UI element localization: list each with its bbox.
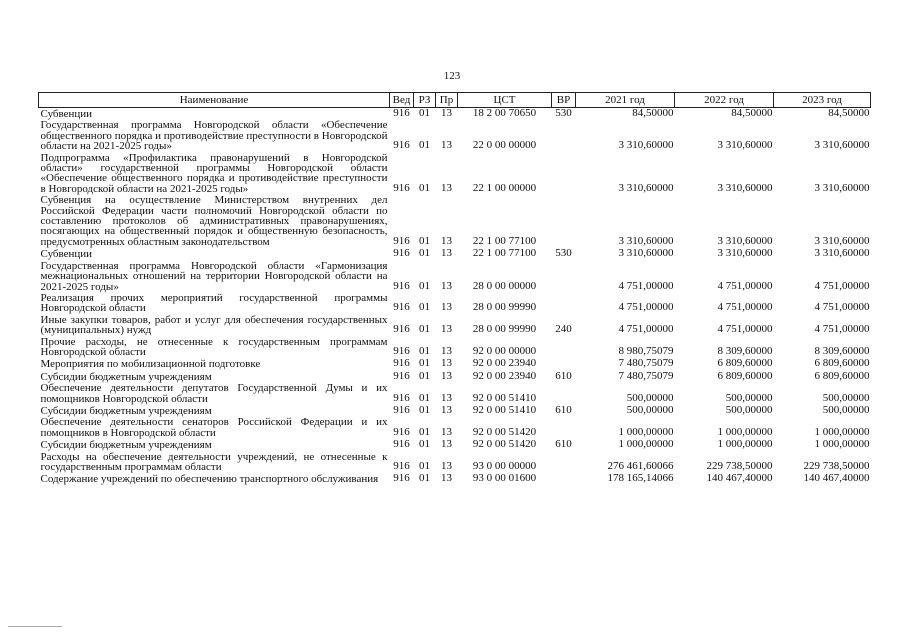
- row-cst: 22 1 00 77100: [472, 234, 537, 247]
- table-row: [39, 261, 871, 293]
- row-2023: 8 309,60000: [814, 344, 870, 357]
- row-vr: [552, 452, 576, 474]
- row-rz: 01: [419, 403, 430, 416]
- table-row: [39, 452, 871, 474]
- row-rz: 01: [419, 279, 430, 292]
- row-name: Субсидии бюджетным учреждениям: [40, 439, 212, 452]
- table-row: [39, 315, 871, 337]
- row-2021: 3 310,60000: [618, 139, 674, 152]
- row-2022: 1 000,00000: [717, 438, 773, 451]
- col-header-pr: Пр: [436, 93, 458, 108]
- page-number: 123: [443, 70, 461, 82]
- row-ved: 916: [393, 403, 410, 416]
- table-row: [39, 195, 871, 248]
- col-header-2021: 2021 год: [576, 93, 675, 108]
- table-row: [39, 417, 871, 439]
- row-vr: [552, 293, 576, 315]
- row-2021: 276 461,60066: [607, 460, 674, 472]
- row-name: Расходы на обеспечение деятельности учреждений, не отнесенные к государственным программам области: [40, 450, 388, 473]
- row-rz: 01: [419, 181, 430, 194]
- row-name: Обеспечение деятельности сенаторов Российской Федерации и их помощников в Новгородской области: [40, 416, 388, 439]
- row-rz: 01: [419, 301, 430, 314]
- row-cst: 92 0 00 00000: [472, 344, 537, 357]
- row-pr: 13: [441, 460, 452, 472]
- row-2022: 3 310,60000: [717, 139, 773, 152]
- row-name: Субвенции: [40, 108, 93, 120]
- row-2023: 1 000,00000: [814, 438, 870, 451]
- row-vr: [552, 195, 576, 248]
- row-pr: 13: [441, 472, 452, 485]
- row-pr: 13: [441, 107, 452, 119]
- row-vr: 610: [555, 369, 572, 382]
- row-pr: 13: [441, 279, 452, 292]
- row-pr: 13: [441, 139, 452, 152]
- row-ved: 916: [393, 425, 410, 438]
- row-name: Субсидии бюджетным учреждениям: [40, 404, 212, 417]
- row-2022: 4 751,00000: [717, 323, 773, 336]
- row-2023: 229 738,50000: [803, 460, 870, 472]
- row-name: Реализация прочих мероприятий государственной программы Новгородской области: [40, 291, 388, 315]
- col-header-rz: РЗ: [414, 93, 436, 108]
- row-name: Прочие расходы, не отнесенные к государственным программам Новгородской области: [40, 335, 388, 358]
- row-name: Мероприятия по мобилизационной подготовке: [40, 358, 261, 371]
- row-2021: 1 000,00000: [618, 425, 674, 438]
- row-2022: 6 809,60000: [717, 357, 773, 370]
- row-pr: 13: [441, 369, 452, 382]
- row-2022: 84,50000: [731, 107, 773, 119]
- row-rz: 01: [419, 425, 430, 438]
- table-row: [39, 473, 871, 485]
- row-pr: 13: [441, 438, 452, 451]
- row-name: Государственная программа Новгородской области «Обеспечение общественного порядка и противодействие преступности в Новгородской области на 2021-2025 годы»: [40, 119, 388, 153]
- row-ved: 916: [393, 391, 410, 404]
- row-2021: 84,50000: [632, 107, 674, 119]
- col-header-name: Наименование: [39, 93, 390, 108]
- row-pr: 13: [441, 234, 452, 247]
- row-2022: 8 309,60000: [717, 344, 773, 357]
- table-body: [39, 108, 871, 486]
- row-pr: 13: [441, 391, 452, 404]
- row-2021: 7 480,75079: [618, 357, 674, 370]
- row-pr: 13: [441, 344, 452, 357]
- row-cst: 28 0 00 00000: [472, 279, 537, 292]
- row-vr: [552, 337, 576, 359]
- row-2021: 3 310,60000: [618, 234, 674, 247]
- row-ved: 916: [393, 234, 410, 247]
- row-vr: [552, 261, 576, 293]
- row-cst: 93 0 00 01600: [472, 472, 537, 485]
- row-cst: 28 0 00 99990: [472, 301, 537, 314]
- row-2021: 7 480,75079: [618, 369, 674, 382]
- row-cst: 22 0 00 00000: [472, 139, 537, 152]
- col-header-2022: 2022 год: [675, 93, 774, 108]
- row-name: Иные закупки товаров, работ и услуг для обеспечения государственных (муниципальных) нужд: [40, 313, 388, 337]
- row-cst: 92 0 00 51410: [472, 403, 537, 416]
- col-header-cst: ЦСТ: [458, 93, 552, 108]
- row-vr: [552, 383, 576, 405]
- row-ved: 916: [393, 139, 410, 152]
- row-vr: [552, 473, 576, 485]
- col-header-vr: ВР: [552, 93, 576, 108]
- row-2022: 3 310,60000: [717, 181, 773, 194]
- row-2023: 3 310,60000: [814, 181, 870, 194]
- row-ved: 916: [393, 357, 410, 370]
- col-header-ved: Вед: [390, 93, 414, 108]
- row-name: Субсидии бюджетным учреждениям: [40, 370, 212, 383]
- row-2021: 4 751,00000: [618, 279, 674, 292]
- table-row: [39, 248, 871, 260]
- row-ved: 916: [393, 181, 410, 194]
- row-vr: 530: [555, 107, 572, 119]
- row-name: Субвенция на осуществление Министерством внутренних дел Российской Федерации части полномочий Новгородской области по составлению протоколов об административных правонарушениях, посягающих на общественный порядок и общественную безопасность, предусмотренных областным законодательством: [40, 194, 388, 248]
- row-cst: 22 1 00 77100: [472, 247, 537, 260]
- col-header-2023: 2023 год: [774, 93, 871, 108]
- row-rz: 01: [419, 344, 430, 357]
- row-ved: 916: [393, 472, 410, 485]
- row-2022: 6 809,60000: [717, 369, 773, 382]
- row-ved: 916: [393, 438, 410, 451]
- row-name: Субвенции: [40, 248, 93, 261]
- row-2023: 84,50000: [828, 107, 870, 119]
- row-2021: 1 000,00000: [618, 438, 674, 451]
- row-cst: 92 0 00 51420: [472, 438, 537, 451]
- row-ved: 916: [393, 301, 410, 314]
- row-rz: 01: [419, 460, 430, 472]
- row-2021: 500,00000: [626, 391, 674, 404]
- row-2021: 500,00000: [626, 403, 674, 416]
- row-cst: 92 0 00 51420: [472, 425, 537, 438]
- page-edge-line: [8, 626, 62, 627]
- table-row: [39, 383, 871, 405]
- row-cst: 18 2 00 70650: [472, 107, 537, 119]
- row-2023: 4 751,00000: [814, 323, 870, 336]
- row-2022: 500,00000: [725, 403, 773, 416]
- row-ved: 916: [393, 247, 410, 260]
- row-2023: 140 467,40000: [803, 472, 870, 485]
- row-name: Содержание учреждений по обеспечению транспортного обслуживания: [40, 473, 379, 486]
- row-pr: 13: [441, 403, 452, 416]
- row-cst: 92 0 00 23940: [472, 369, 537, 382]
- row-ved: 916: [393, 460, 410, 472]
- row-2021: 3 310,60000: [618, 247, 674, 260]
- row-2023: 3 310,60000: [814, 139, 870, 152]
- row-rz: 01: [419, 107, 430, 119]
- row-pr: 13: [441, 301, 452, 314]
- row-cst: 92 0 00 23940: [472, 357, 537, 370]
- row-vr: 530: [555, 247, 572, 260]
- row-pr: 13: [441, 181, 452, 194]
- table-row: [39, 153, 871, 196]
- row-2023: 3 310,60000: [814, 234, 870, 247]
- row-cst: 93 0 00 00000: [472, 460, 537, 472]
- row-2022: 140 467,40000: [706, 472, 773, 485]
- table-header-row: [39, 93, 871, 108]
- row-2023: 500,00000: [822, 403, 870, 416]
- row-pr: 13: [441, 425, 452, 438]
- row-name: Обеспечение деятельности депутатов Государственной Думы и их помощников Новгородской области: [40, 382, 388, 405]
- table-row: [39, 337, 871, 359]
- row-vr: [552, 358, 576, 370]
- row-ved: 916: [393, 344, 410, 357]
- row-vr: [552, 120, 576, 152]
- table-row: [39, 120, 871, 152]
- row-vr: 610: [555, 438, 572, 451]
- budget-table: [38, 92, 871, 486]
- row-2021: 4 751,00000: [618, 301, 674, 314]
- row-rz: 01: [419, 369, 430, 382]
- row-rz: 01: [419, 247, 430, 260]
- row-2022: 4 751,00000: [717, 279, 773, 292]
- row-vr: [552, 153, 576, 196]
- row-ved: 916: [393, 107, 410, 119]
- row-name: Государственная программа Новгородской области «Гармонизация межнациональных отношений на территории Новгородской области на 2021-2025 годы»: [40, 259, 388, 293]
- table-row: [39, 293, 871, 315]
- row-pr: 13: [441, 247, 452, 260]
- row-2022: 229 738,50000: [706, 460, 773, 472]
- row-rz: 01: [419, 234, 430, 247]
- row-name: Подпрограмма «Профилактика правонарушений в Новгородской области» государственной программы Новгородской области «Обеспечение общественного порядка и противодействие преступности в Новгородской области на 2021-2025 годы»: [40, 151, 388, 195]
- row-pr: 13: [441, 357, 452, 370]
- row-2021: 8 980,75079: [618, 344, 674, 357]
- row-vr: [552, 417, 576, 439]
- row-ved: 916: [393, 323, 410, 336]
- row-2022: 1 000,00000: [717, 425, 773, 438]
- row-ved: 916: [393, 279, 410, 292]
- table-row: [39, 358, 871, 370]
- row-cst: 92 0 00 51410: [472, 391, 537, 404]
- row-rz: 01: [419, 357, 430, 370]
- row-2021: 178 165,14066: [607, 472, 674, 485]
- row-ved: 916: [393, 369, 410, 382]
- row-2023: 500,00000: [822, 391, 870, 404]
- row-cst: 28 0 00 99990: [472, 323, 537, 336]
- row-cst: 22 1 00 00000: [472, 181, 537, 194]
- row-rz: 01: [419, 472, 430, 485]
- row-rz: 01: [419, 391, 430, 404]
- row-2022: 4 751,00000: [717, 301, 773, 314]
- row-2023: 1 000,00000: [814, 425, 870, 438]
- row-2023: 4 751,00000: [814, 279, 870, 292]
- row-2023: 3 310,60000: [814, 247, 870, 260]
- row-2022: 3 310,60000: [717, 234, 773, 247]
- row-rz: 01: [419, 139, 430, 152]
- row-vr: 610: [555, 403, 572, 416]
- row-2022: 500,00000: [725, 391, 773, 404]
- row-2021: 3 310,60000: [618, 181, 674, 194]
- row-rz: 01: [419, 438, 430, 451]
- row-2023: 4 751,00000: [814, 301, 870, 314]
- row-vr: 240: [555, 323, 572, 336]
- row-rz: 01: [419, 323, 430, 336]
- row-2023: 6 809,60000: [814, 357, 870, 370]
- row-2022: 3 310,60000: [717, 247, 773, 260]
- row-pr: 13: [441, 323, 452, 336]
- row-2021: 4 751,00000: [618, 323, 674, 336]
- row-2023: 6 809,60000: [814, 369, 870, 382]
- table-row: [39, 439, 871, 451]
